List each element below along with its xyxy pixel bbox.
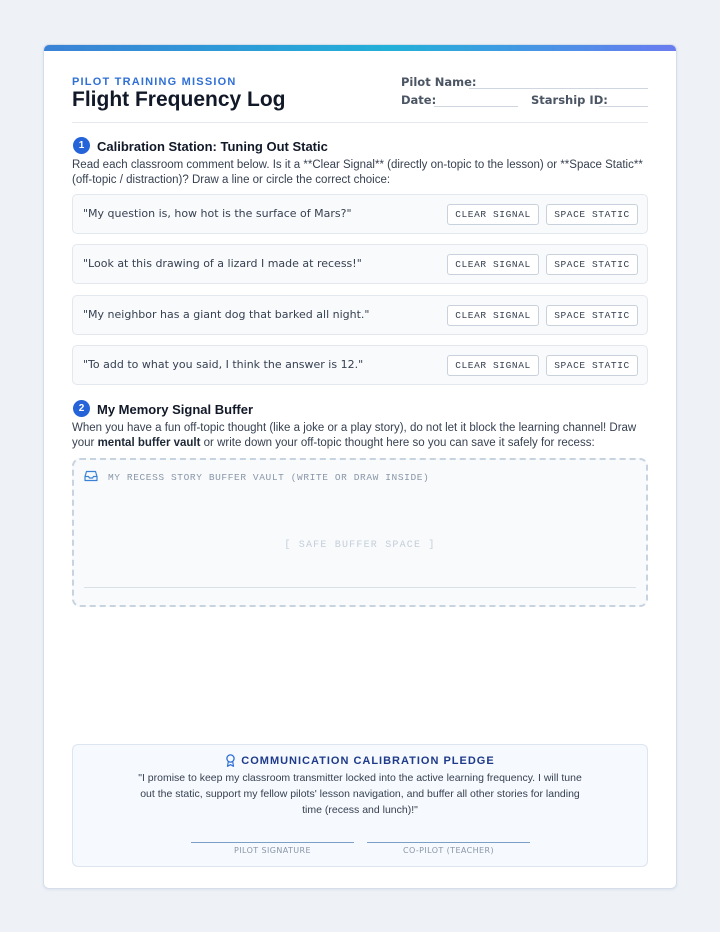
pilot-name-field[interactable]: [469, 88, 648, 89]
comment-row: [72, 295, 648, 335]
comment-text: "My question is, how hot is the surface of Mars?": [83, 207, 352, 220]
space-static-button[interactable]: SPACE STATIC: [546, 204, 638, 225]
pilot-name-label: Pilot Name:: [401, 75, 477, 89]
section-2-instructions: [72, 421, 650, 451]
mission-kicker: PILOT TRAINING MISSION: [72, 76, 237, 88]
comment-text: "Look at this drawing of a lizard I made at recess!": [83, 257, 362, 270]
comment-row: [72, 345, 648, 385]
section-2-title: My Memory Signal Buffer: [97, 402, 254, 417]
instructions-emphasis: mental buffer vault: [97, 437, 201, 449]
space-static-button[interactable]: SPACE STATIC: [546, 254, 638, 275]
clear-signal-button[interactable]: CLEAR SIGNAL: [447, 355, 539, 376]
pledge-header: [73, 754, 647, 767]
section-2-number-badge: 2: [73, 400, 90, 417]
worksheet-page: [43, 44, 677, 889]
header-divider: [72, 122, 648, 123]
inbox-tray-icon: [84, 470, 98, 482]
pilot-signature-label: PILOT SIGNATURE: [234, 846, 311, 855]
comment-text: "My neighbor has a giant dog that barked all night.": [83, 308, 370, 321]
pledge-text: "I promise to keep my classroom transmitter locked into the active learning frequency. I will tune out the static, support my fellow pilots' lesson navigation, and buffer all other stories for landing time (recess and lunch)!": [138, 772, 582, 816]
clear-signal-button[interactable]: CLEAR SIGNAL: [447, 254, 539, 275]
vault-writing-line: [84, 587, 636, 588]
vault-placeholder: [ SAFE BUFFER SPACE ]: [284, 540, 436, 551]
clear-signal-button[interactable]: CLEAR SIGNAL: [447, 305, 539, 326]
pledge-box: [72, 744, 648, 867]
section-1-instructions: Read each classroom comment below. Is it a **Clear Signal** (directly on-topic to the lesson) or **Space Static** (off-topic / distraction)? Draw a line or circle the correct choice:: [72, 159, 643, 186]
instructions-text-end: or write down your off-topic thought here so you can save it safely for recess:: [200, 437, 595, 449]
starship-id-field[interactable]: [599, 106, 648, 107]
date-field[interactable]: [434, 106, 518, 107]
space-static-button[interactable]: SPACE STATIC: [546, 355, 638, 376]
vault-label: MY RECESS STORY BUFFER VAULT (WRITE OR DRAW INSIDE): [108, 472, 430, 483]
accent-bar: [44, 45, 676, 51]
pilot-signature-line[interactable]: [191, 842, 354, 843]
section-1-title: Calibration Station: Tuning Out Static: [97, 139, 328, 154]
page-title: Flight Frequency Log: [72, 88, 286, 111]
buffer-vault-area[interactable]: [72, 458, 648, 607]
space-static-button[interactable]: SPACE STATIC: [546, 305, 638, 326]
comment-row: [72, 194, 648, 234]
starship-id-label: Starship ID:: [531, 93, 608, 107]
clear-signal-button[interactable]: CLEAR SIGNAL: [447, 204, 539, 225]
comment-text: "To add to what you said, I think the answer is 12.": [83, 358, 364, 371]
date-label: Date:: [401, 93, 437, 107]
copilot-signature-line[interactable]: [367, 842, 530, 843]
pledge-title: COMMUNICATION CALIBRATION PLEDGE: [241, 755, 495, 767]
section-1-number-badge: 1: [73, 137, 90, 154]
award-ribbon-icon: [225, 754, 236, 767]
copilot-signature-label: CO-PILOT (TEACHER): [402, 846, 494, 855]
instructions-text: When you have a fun off-topic thought (like a joke or a play story), do not let it block the learning channel! Draw your: [72, 422, 637, 449]
comment-row: [72, 244, 648, 284]
